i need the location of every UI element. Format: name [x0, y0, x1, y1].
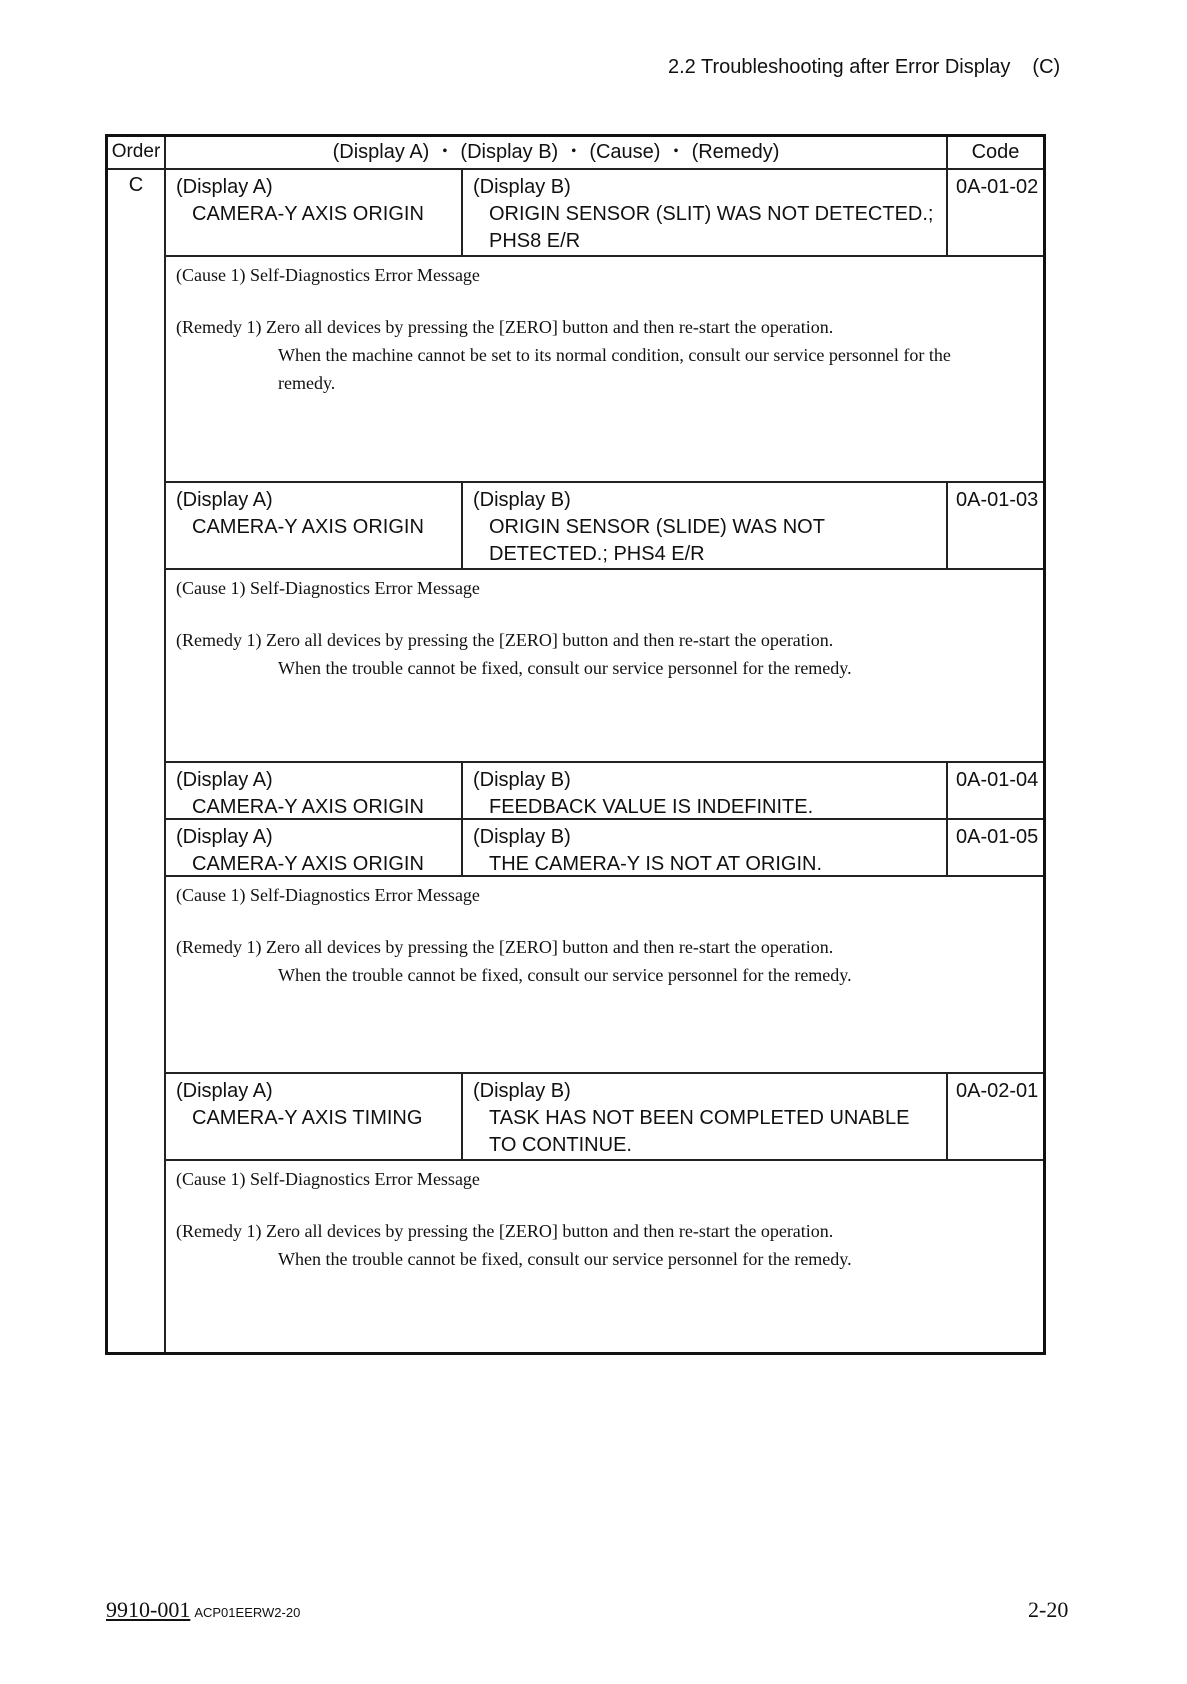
display-a-value: CAMERA-Y AXIS ORIGIN: [192, 796, 424, 818]
order-header: Order: [108, 137, 164, 170]
display-a-label: (Display A): [176, 769, 273, 791]
remedy-text-cont: remedy.: [278, 373, 336, 393]
display-b-label: (Display B): [473, 489, 571, 511]
display-b-label: (Display B): [473, 769, 571, 791]
display-a-label: (Display A): [176, 826, 273, 848]
table-row: [166, 820, 1043, 877]
order-value: C: [128, 174, 144, 196]
section-title: 2.2 Troubleshooting after Error Display: [668, 56, 1011, 78]
troubleshooting-table: [105, 134, 1046, 1355]
error-code: 0A-01-04: [956, 769, 1039, 791]
display-b-label: (Display B): [473, 826, 571, 848]
error-code: 0A-01-03: [956, 489, 1039, 511]
cause-remedy-block: [166, 1161, 1043, 1351]
display-a-label: (Display A): [176, 1080, 273, 1102]
cause-text: (Cause 1) Self-Diagnostics Error Message: [176, 578, 480, 598]
cause-remedy-block: [166, 570, 1043, 763]
display-b-label: (Display B): [473, 1080, 571, 1102]
remedy-text: (Remedy 1) Zero all devices by pressing the [ZERO] button and then re-start the operation.: [176, 317, 834, 337]
table-row: [166, 170, 1043, 257]
display-b-value-cont: TO CONTINUE.: [489, 1134, 632, 1156]
display-a-label: (Display A): [176, 489, 273, 511]
display-b-value: FEEDBACK VALUE IS INDEFINITE.: [489, 796, 814, 818]
cause-remedy-block: [166, 877, 1043, 1074]
remedy-text-cont: When the trouble cannot be fixed, consult our service personnel for the remedy.: [278, 965, 852, 985]
table-row: [166, 483, 1043, 570]
error-code: 0A-01-05: [956, 826, 1039, 848]
display-b-label: (Display B): [473, 176, 571, 198]
section-tag: (C): [1032, 56, 1061, 78]
cause-text: (Cause 1) Self-Diagnostics Error Message: [176, 885, 480, 905]
table-header-row: [166, 137, 1043, 170]
cause-text: (Cause 1) Self-Diagnostics Error Message: [176, 265, 480, 285]
display-b-value-cont: DETECTED.; PHS4 E/R: [489, 543, 705, 565]
page-header: [668, 56, 1060, 79]
main-header: (Display A) ・ (Display B) ・ (Cause) ・ (Remedy): [166, 137, 948, 168]
remedy-text: (Remedy 1) Zero all devices by pressing the [ZERO] button and then re-start the operation.: [176, 630, 834, 650]
display-b-value: THE CAMERA-Y IS NOT AT ORIGIN.: [489, 853, 823, 875]
order-column: [108, 137, 166, 1352]
doc-code: ACP01EERW2-20: [194, 1605, 301, 1620]
display-b-value: ORIGIN SENSOR (SLIT) WAS NOT DETECTED.;: [489, 203, 934, 225]
error-code: 0A-01-02: [956, 176, 1039, 198]
error-code: 0A-02-01: [956, 1080, 1039, 1102]
code-header: Code: [971, 141, 1020, 163]
cause-text: (Cause 1) Self-Diagnostics Error Message: [176, 1169, 480, 1189]
table-row: [166, 763, 1043, 820]
display-a-value: CAMERA-Y AXIS ORIGIN: [192, 853, 424, 875]
display-a-value: CAMERA-Y AXIS ORIGIN: [192, 516, 424, 538]
display-a-label: (Display A): [176, 176, 273, 198]
display-a-value: CAMERA-Y AXIS TIMING: [192, 1107, 423, 1129]
display-b-value-cont: PHS8 E/R: [489, 230, 581, 252]
display-b-value: TASK HAS NOT BEEN COMPLETED UNABLE: [489, 1107, 910, 1129]
remedy-text-cont: When the machine cannot be set to its normal condition, consult our service personnel for the: [278, 345, 951, 365]
table-row: [166, 1074, 1043, 1161]
doc-number: 9910-001: [106, 1597, 191, 1622]
page-number: 2-20: [1028, 1597, 1069, 1622]
display-a-value: CAMERA-Y AXIS ORIGIN: [192, 203, 424, 225]
remedy-text-cont: When the trouble cannot be fixed, consult our service personnel for the remedy.: [278, 658, 852, 678]
display-b-value: ORIGIN SENSOR (SLIDE) WAS NOT: [489, 516, 825, 538]
remedy-text-cont: When the trouble cannot be fixed, consult our service personnel for the remedy.: [278, 1249, 852, 1269]
remedy-text: (Remedy 1) Zero all devices by pressing the [ZERO] button and then re-start the operation.: [176, 1221, 834, 1241]
remedy-text: (Remedy 1) Zero all devices by pressing the [ZERO] button and then re-start the operation.: [176, 937, 834, 957]
footer-doc-id: [106, 1597, 300, 1623]
cause-remedy-block: [166, 257, 1043, 483]
